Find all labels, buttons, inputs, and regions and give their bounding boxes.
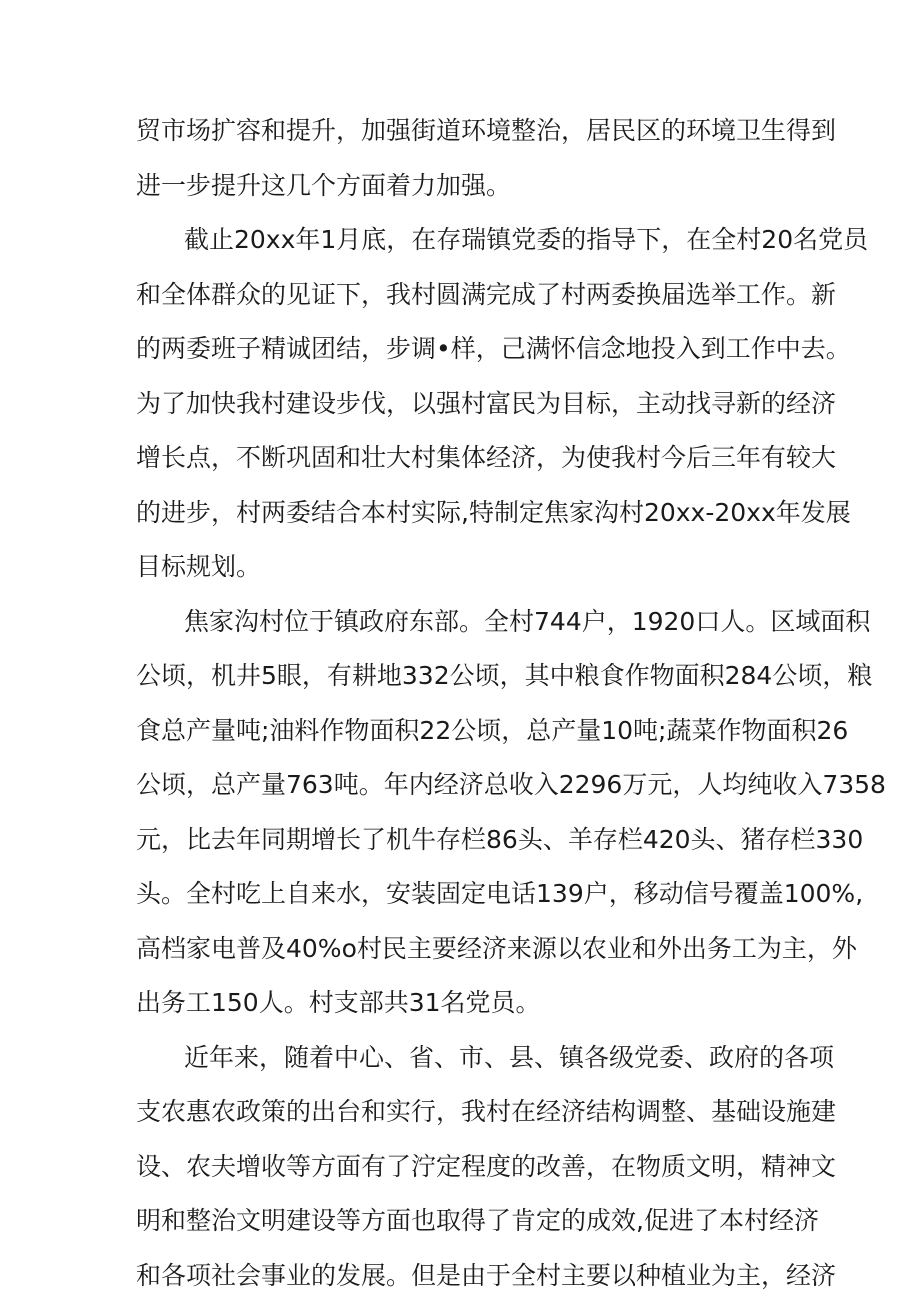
text-line: 出务工150人。村支部共31名党员。 — [136, 976, 791, 1031]
text-line: 为了加快我村建设步伐，以强村富民为目标，主动找寻新的经济 — [136, 377, 791, 432]
text-line: 进一步提升这几个方面着力加强。 — [136, 159, 791, 214]
text-line: 支农惠农政策的出台和实行，我村在经济结构调整、基础设施建 — [136, 1085, 791, 1140]
text-line: 公顷，总产量763吨。年内经济总收入2296万元，人均纯收入7358 — [136, 758, 791, 813]
text-line: 的两委班子精诚团结，步调•样，己满怀信念地投入到工作中去。 — [136, 322, 791, 377]
text-line: 增长点，不断巩固和壮大村集体经济，为使我村今后三年有较大 — [136, 431, 791, 486]
text-line: 的进步，村两委结合本村实际,特制定焦家沟村20xx-20xx年发展 — [136, 486, 791, 541]
paragraph-4 — [136, 1031, 791, 1303]
text-line: 高档家电普及40%o村民主要经济来源以农业和外出务工为主，外 — [136, 922, 791, 977]
text-line: 截止20xx年1月底，在存瑞镇党委的指导下，在全村20名党员 — [136, 213, 791, 268]
paragraph-2 — [136, 213, 791, 595]
text-line: 公顷，机井5眼，有耕地332公顷，其中粮食作物面积284公顷，粮 — [136, 649, 791, 704]
text-line: 近年来，随着中心、省、市、县、镇各级党委、政府的各项 — [136, 1031, 791, 1086]
text-line: 焦家沟村位于镇政府东部。全村744户，1920口人。区域面积 — [136, 595, 791, 650]
document-body — [136, 104, 791, 1303]
text-line: 贸市场扩容和提升，加强街道环境整治，居民区的环境卫生得到 — [136, 104, 791, 159]
text-line: 头。全村吃上自来水，安装固定电话139户，移动信号覆盖100%, — [136, 867, 791, 922]
text-line: 和全体群众的见证下，我村圆满完成了村两委换届选举工作。新 — [136, 268, 791, 323]
text-line: 和各项社会事业的发展。但是由于全村主要以种植业为主，经济 — [136, 1249, 791, 1303]
text-line: 明和整治文明建设等方面也取得了肯定的成效,促进了本村经济 — [136, 1194, 791, 1249]
paragraph-3 — [136, 595, 791, 1031]
text-line: 设、农夫增收等方面有了泞定程度的改善，在物质文明，精神文 — [136, 1140, 791, 1195]
text-line: 食总产量吨;油料作物面积22公顷，总产量10吨;蔬菜作物面积26 — [136, 704, 791, 759]
paragraph-1 — [136, 104, 791, 213]
text-line: 目标规划。 — [136, 540, 791, 595]
text-line: 元，比去年同期增长了机牛存栏86头、羊存栏420头、猪存栏330 — [136, 813, 791, 868]
